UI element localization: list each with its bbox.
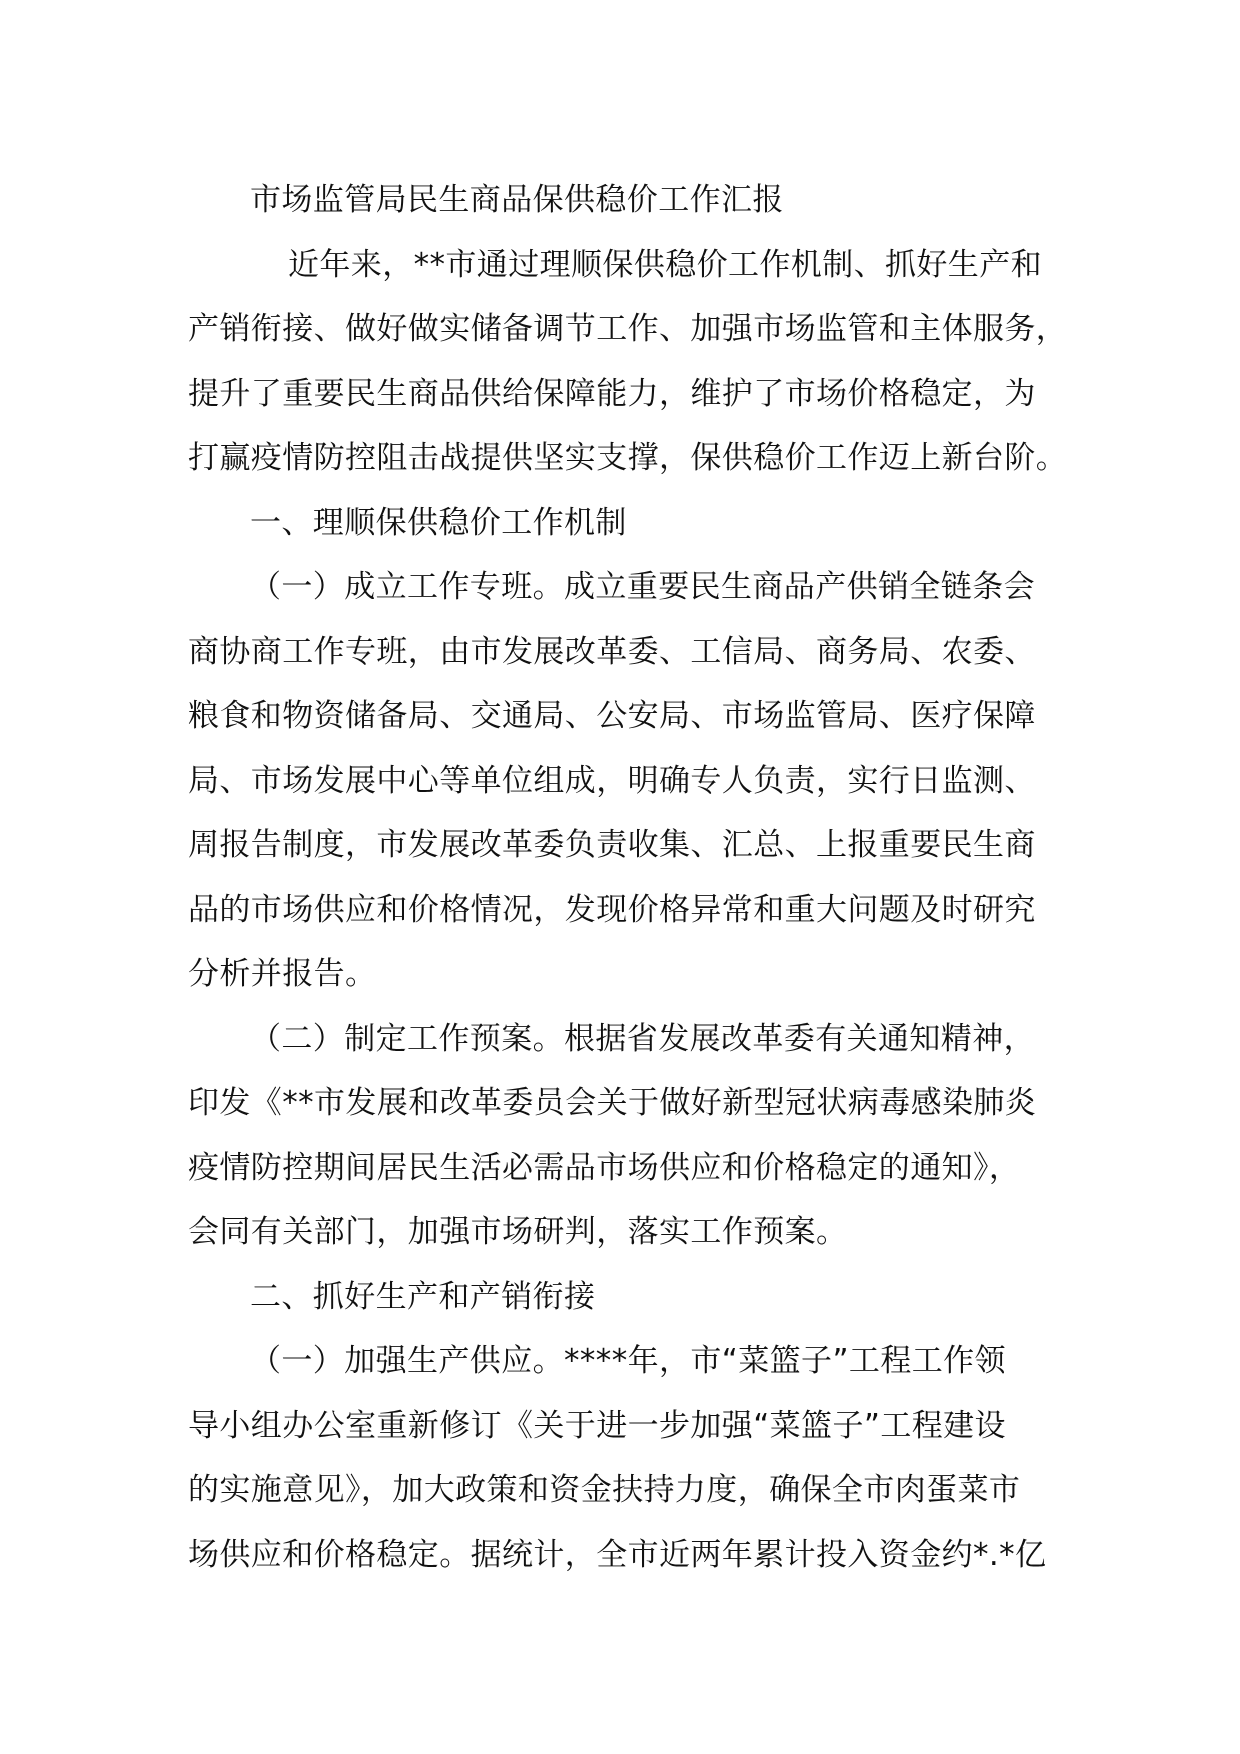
paragraph-1-1-line: 粮食和物资储备局、交通局、公安局、市场监管局、医疗保障 <box>188 698 1036 734</box>
document-title: 市场监管局民生商品保供稳价工作汇报 <box>250 182 784 218</box>
section-heading-2: 二、抓好生产和产销衔接 <box>250 1278 596 1315</box>
paragraph-intro-line: 近年来，**市通过理顺保供稳价工作机制、抓好生产和 <box>288 246 1042 283</box>
paragraph-1-1-line: （一）成立工作专班。成立重要民生商品产供销全链条会 <box>250 569 1035 605</box>
paragraph-1-1-line: 分析并报告。 <box>188 956 377 992</box>
section-heading-1: 一、理顺保供稳价工作机制 <box>250 504 627 541</box>
paragraph-1-2-line: 疫情防控期间居民生活必需品市场供应和价格稳定的通知》， <box>188 1149 1021 1186</box>
document-body <box>188 168 1088 1587</box>
paragraph-1-2-line: 印发《**市发展和改革委员会关于做好新型冠状病毒感染肺炎 <box>188 1085 1037 1121</box>
paragraph-2-1-line: 场供应和价格稳定。据统计，全市近两年累计投入资金约*.*亿 <box>188 1536 1047 1573</box>
paragraph-1-1-line: 商协商工作专班，由市发展改革委、工信局、商务局、农委、 <box>188 633 1036 670</box>
paragraph-intro-line: 提升了重要民生商品供给保障能力，维护了市场价格稳定，为 <box>188 375 1036 412</box>
paragraph-1-2-line: 会同有关部门，加强市场研判，落实工作预案。 <box>188 1214 848 1250</box>
paragraph-1-1-line: 周报告制度，市发展改革委负责收集、汇总、上报重要民生商 <box>188 827 1036 863</box>
paragraph-1-2-line: （二）制定工作预案。根据省发展改革委有关通知精神， <box>250 1020 1035 1057</box>
paragraph-1-1-line: 局、市场发展中心等单位组成，明确专人负责，实行日监测、 <box>188 762 1036 799</box>
paragraph-2-1-line: 的实施意见》，加大政策和资金扶持力度，确保全市肉蛋菜市 <box>188 1472 1021 1508</box>
paragraph-2-1-line: 导小组办公室重新修订《关于进一步加强“菜篮子”工程建设 <box>188 1407 1006 1444</box>
paragraph-intro-line: 打赢疫情防控阻击战提供坚实支撑，保供稳价工作迈上新台阶。 <box>188 440 1068 476</box>
paragraph-intro-line: 产销衔接、做好做实储备调节工作、加强市场监管和主体服务， <box>188 311 1068 347</box>
paragraph-2-1-line: （一）加强生产供应。****年，市“菜篮子”工程工作领 <box>250 1343 1006 1379</box>
paragraph-1-1-line: 品的市场供应和价格情况，发现价格异常和重大问题及时研究 <box>188 891 1036 928</box>
